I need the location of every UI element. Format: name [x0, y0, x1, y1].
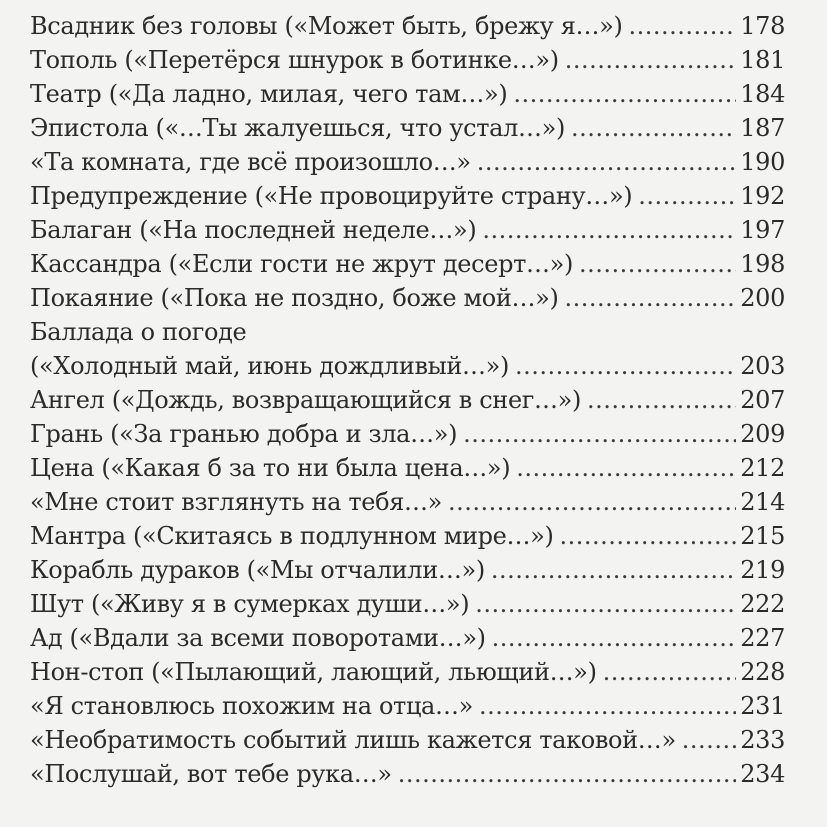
toc-entry-title: Шут («Живу я в сумерках души…») — [30, 590, 470, 618]
toc-entry-title: «Послушай, вот тебе рука…» — [30, 760, 392, 788]
toc-entry — [30, 179, 785, 213]
toc-entry — [30, 281, 785, 315]
dot-leader — [565, 43, 736, 77]
toc-entry — [30, 417, 785, 451]
toc-entry-page: 192 — [740, 182, 785, 210]
toc-entry-title: Театр («Да ладно, милая, чего там…») — [30, 80, 508, 108]
toc-entry-page: 178 — [740, 12, 785, 40]
toc-entry-title: «Я становлюсь похожим на отца…» — [30, 692, 473, 720]
toc-entry-page: 209 — [740, 420, 785, 448]
toc-entry — [30, 723, 785, 757]
dot-leader — [448, 485, 736, 519]
toc-entry-title: Цена («Какая б за то ни была цена…») — [30, 454, 511, 482]
toc-entry-title: Ад («Вдали за всеми поворотами…») — [30, 624, 486, 652]
dot-leader — [398, 757, 736, 791]
dot-leader — [516, 451, 736, 485]
toc-entry-page: 184 — [740, 80, 785, 108]
toc-entry-page: 181 — [740, 46, 785, 74]
toc-entry — [30, 655, 785, 689]
dot-leader — [479, 689, 736, 723]
dot-leader — [565, 281, 737, 315]
dot-leader — [482, 213, 736, 247]
toc-entry — [30, 757, 785, 791]
dot-leader — [682, 723, 736, 757]
toc-entry-page: 234 — [740, 760, 785, 788]
toc-entry — [30, 485, 785, 519]
toc-entry-title: Предупреждение («Не провоцируйте страну…») — [30, 182, 633, 210]
toc-entry-title: Эпистола («…Ты жалуешься, что устал…») — [30, 114, 566, 142]
toc-entry-title: Ангел («Дождь, возвращающийся в снег…») — [30, 386, 582, 414]
toc-entry-title: Мантра («Скитаясь в подлунном мире…») — [30, 522, 554, 550]
toc-entry-page: 198 — [740, 250, 785, 278]
toc-entry — [30, 213, 785, 247]
dot-leader — [513, 77, 736, 111]
toc-entry-page: 228 — [740, 658, 785, 686]
dot-leader — [603, 655, 737, 689]
dot-leader — [579, 247, 736, 281]
toc-entry-title: Грань («За гранью добра и зла…») — [30, 420, 458, 448]
dot-leader — [638, 179, 736, 213]
toc-entry-title: «Та комната, где всё произошло…» — [30, 148, 471, 176]
toc-entry-page: 207 — [740, 386, 785, 414]
toc-entry — [30, 451, 785, 485]
dot-leader — [515, 349, 736, 383]
dot-leader — [629, 9, 737, 43]
toc-entry — [30, 111, 785, 145]
toc-entry-two-line — [30, 315, 785, 383]
toc-entry-page: 190 — [740, 148, 785, 176]
table-of-contents — [30, 9, 785, 791]
toc-entry-title: Тополь («Перетёрся шнурок в ботинке…») — [30, 46, 559, 74]
toc-entry-page: 212 — [740, 454, 785, 482]
toc-entry-page: 200 — [740, 284, 785, 312]
toc-entry-page: 219 — [740, 556, 785, 584]
dot-leader — [571, 111, 736, 145]
toc-entry-page: 222 — [740, 590, 785, 618]
toc-entry-title: Балаган («На последней неделе…») — [30, 216, 477, 244]
dot-leader — [463, 417, 736, 451]
dot-leader — [475, 587, 736, 621]
toc-entry-title: Кассандра («Если гости не жрут десерт…») — [30, 250, 574, 278]
toc-entry-page: 227 — [740, 624, 785, 652]
toc-entry-page: 197 — [740, 216, 785, 244]
toc-entry-title: Всадник без головы («Может быть, брежу я…») — [30, 12, 623, 40]
dot-leader — [491, 553, 736, 587]
toc-entry-title: «Мне стоит взглянуть на тебя…» — [30, 488, 442, 516]
toc-entry-page: 231 — [740, 692, 785, 720]
toc-entry — [30, 519, 785, 553]
toc-entry-title-line1: Баллада о погоде — [30, 318, 247, 346]
toc-entry-page: 233 — [740, 726, 785, 754]
dot-leader — [477, 145, 737, 179]
toc-entry — [30, 9, 785, 43]
toc-entry-title: Покаяние («Пока не поздно, боже мой…») — [30, 284, 559, 312]
toc-entry-title: («Холодный май, июнь дождливый…») — [30, 352, 510, 380]
dot-leader — [560, 519, 737, 553]
toc-entry — [30, 43, 785, 77]
dot-leader — [492, 621, 737, 655]
toc-entry — [30, 247, 785, 281]
dot-leader — [587, 383, 736, 417]
toc-entry — [30, 383, 785, 417]
toc-entry-page: 215 — [740, 522, 785, 550]
toc-entry — [30, 145, 785, 179]
toc-entry — [30, 621, 785, 655]
toc-entry-title: «Необратимость событий лишь кажется таковой…» — [30, 726, 676, 754]
toc-entry — [30, 587, 785, 621]
toc-entry-page: 203 — [740, 352, 785, 380]
toc-entry-title: Корабль дураков («Мы отчалили…») — [30, 556, 485, 584]
toc-entry-page: 187 — [740, 114, 785, 142]
toc-entry — [30, 77, 785, 111]
toc-entry — [30, 553, 785, 587]
toc-entry — [30, 689, 785, 723]
toc-entry-title: Нон-стоп («Пылающий, лающий, льющий…») — [30, 658, 597, 686]
toc-entry-page: 214 — [740, 488, 785, 516]
